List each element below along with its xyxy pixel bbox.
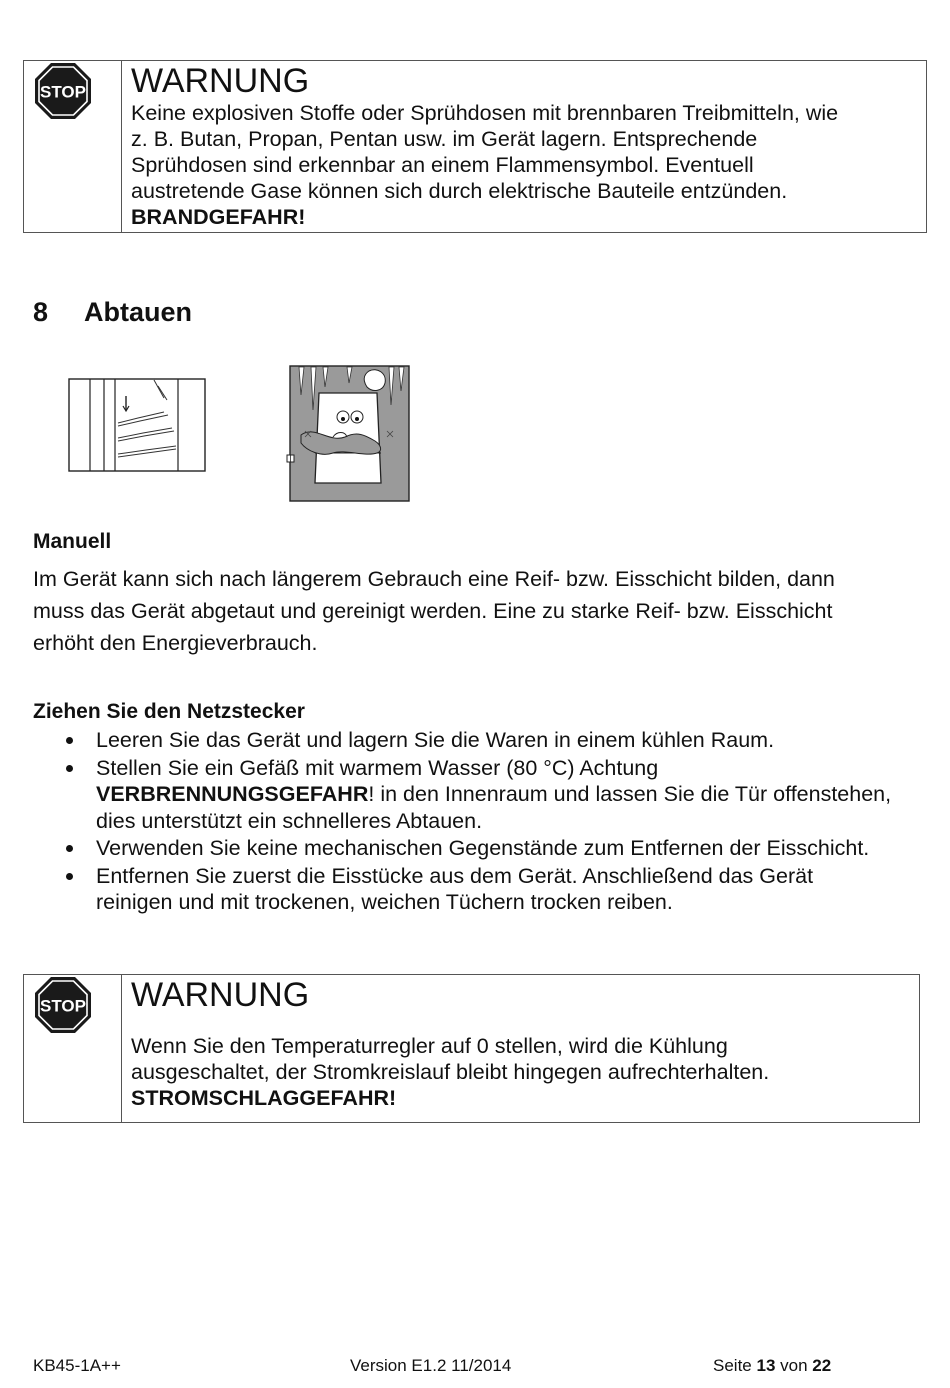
warning-line: Wenn Sie den Temperaturregler auf 0 stellen, wird die Kühlung	[131, 1034, 728, 1058]
danger-label-burn: VERBRENNUNGSGEFAHR	[96, 782, 369, 806]
fridge-interior-illustration	[68, 378, 208, 473]
warning-line: austretende Gase können sich durch elektrische Bauteile entzünden.	[131, 179, 788, 203]
warning-box-electric	[23, 974, 920, 1123]
list-item: Entfernen Sie zuerst die Eisstücke aus dem Gerät. Anschließend das Gerät reinigen und mit trockenen, weichen Tüchern trocken reiben.	[33, 863, 893, 916]
stop-sign-icon	[33, 61, 93, 121]
stop-sign-icon	[33, 975, 93, 1035]
defrost-steps-list	[33, 727, 893, 917]
danger-label-electric: STROMSCHLAGGEFAHR!	[131, 1086, 397, 1110]
stop-sign-label: STOP	[40, 996, 86, 1016]
stop-sign-label: STOP	[40, 82, 86, 102]
frozen-fridge-cartoon-illustration	[285, 365, 410, 502]
section-number: 8	[33, 297, 49, 327]
danger-label-fire: BRANDGEFAHR!	[131, 205, 306, 229]
warning-text	[131, 100, 912, 230]
section-title: Abtauen	[84, 297, 192, 327]
total-pages: 22	[812, 1356, 832, 1375]
paragraph-line: Im Gerät kann sich nach längerem Gebrauch eine Reif- bzw. Eisschicht bilden, dann	[33, 567, 835, 591]
manuell-paragraph	[33, 563, 913, 659]
warning-box-fire	[23, 60, 927, 233]
warning-line: ausgeschaltet, der Stromkreislauf bleibt hingegen aufrechterhalten.	[131, 1060, 770, 1084]
list-item: Stellen Sie ein Gefäß mit warmem Wasser (80 °C) Achtung VERBRENNUNGSGEFAHR! in den Innenraum und lassen Sie die Tür offenstehen, dies unterstützt ein schnelleres Abtauen.	[33, 755, 893, 835]
warning-line: Sprühdosen sind erkennbar an einem Flammensymbol. Eventuell	[131, 153, 754, 177]
paragraph-line: erhöht den Energieverbrauch.	[33, 631, 318, 655]
manuell-heading: Manuell	[33, 530, 112, 553]
warning-icon-cell	[24, 61, 122, 232]
list-item: Leeren Sie das Gerät und lagern Sie die Waren in einem kühlen Raum.	[33, 727, 893, 754]
footer-version: Version E1.2 11/2014	[350, 1356, 512, 1375]
unplug-heading: Ziehen Sie den Netzstecker	[33, 700, 305, 723]
warning-icon-cell	[24, 975, 122, 1122]
warning-title: WARNUNG	[131, 62, 310, 100]
footer-model: KB45-1A++	[33, 1356, 121, 1375]
warning-title: WARNUNG	[131, 976, 310, 1014]
list-item: Verwenden Sie keine mechanischen Gegenstände zum Entfernen der Eisschicht.	[33, 835, 893, 862]
warning-text	[131, 1033, 905, 1111]
paragraph-line: muss das Gerät abgetaut und gereinigt werden. Eine zu starke Reif- bzw. Eisschicht	[33, 599, 833, 623]
warning-line: Keine explosiven Stoffe oder Sprühdosen mit brennbaren Treibmitteln, wie	[131, 101, 839, 125]
footer-page-number: Seite 13 von 22	[713, 1356, 832, 1375]
current-page: 13	[756, 1356, 776, 1375]
warning-line: z. B. Butan, Propan, Pentan usw. im Gerät lagern. Entsprechende	[131, 127, 758, 151]
